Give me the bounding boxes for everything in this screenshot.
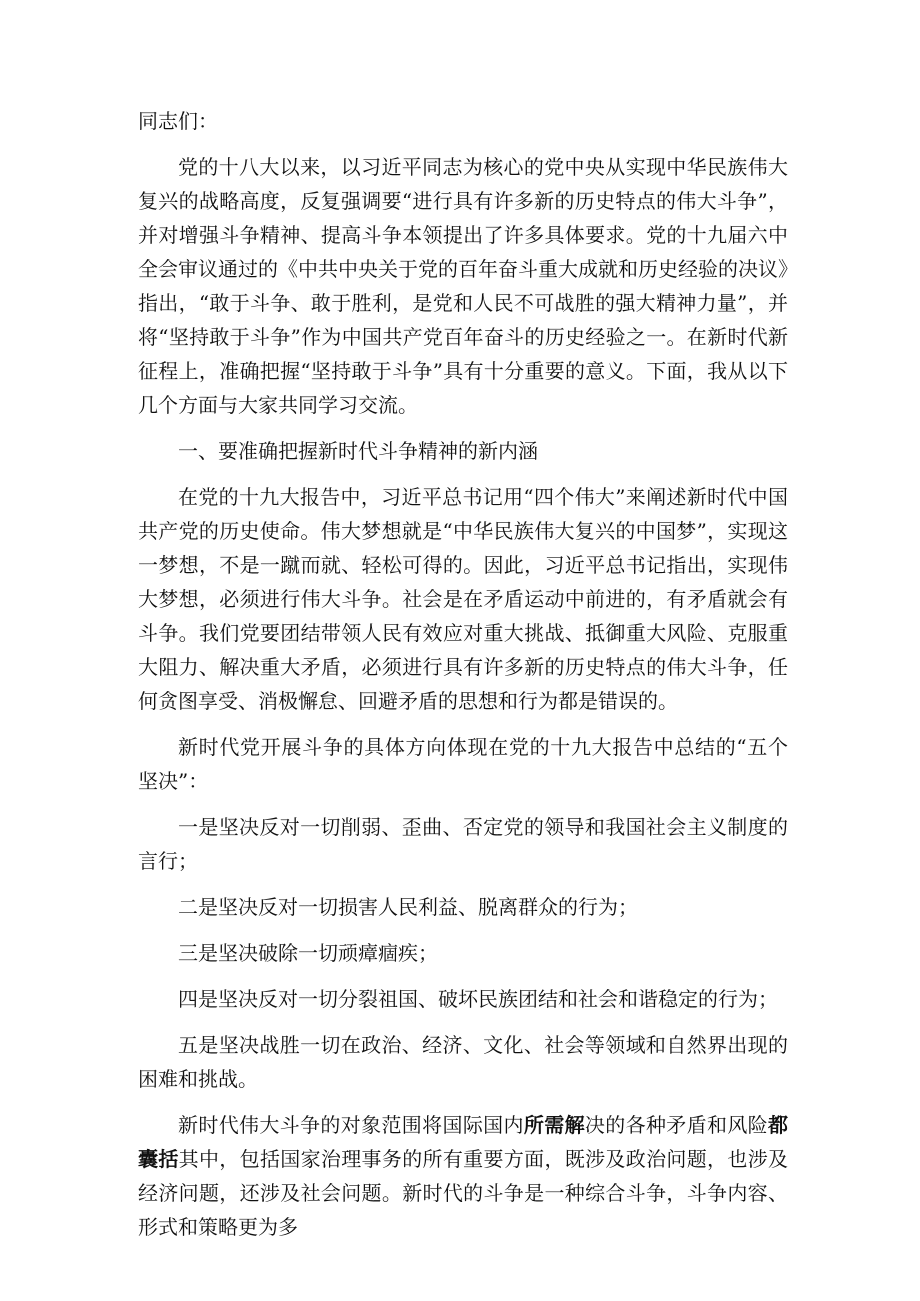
section-heading: 一、要准确把握新时代斗争精神的新内涵 <box>178 439 538 463</box>
document-page <box>138 104 788 1256</box>
list-item: 二是坚决反对一切损害人民利益、脱离群众的行为； <box>178 895 638 919</box>
list-item: 三是坚决破除一切顽瘴痼疾； <box>178 941 438 965</box>
list-item: 四是坚决反对一切分裂祖国、破坏民族团结和社会和谐稳定的行为； <box>178 987 778 1011</box>
list-item: 一是坚决反对一切削弱、歪曲、否定党的领导和我国社会主义制度的言行； <box>138 815 788 873</box>
bold-text-run: 所需解 <box>523 1113 585 1137</box>
text-run: 新时代伟大斗争的对象范围将国际国内 <box>178 1113 524 1137</box>
last-paragraph <box>138 1108 788 1244</box>
list-item: 五是坚决战胜一切在政治、经济、文化、社会等领域和自然界出现的困难和挑战。 <box>138 1033 788 1091</box>
intro-paragraph: 党的十八大以来，以习近平同志为核心的党中央从实现中华民族伟大复兴的战略高度，反复强调要“进行具有许多新的历史特点的伟大斗争”，并对增强斗争精神、提高斗争本领提出了许多具体要求。党的十九届六中全会审议通过的《中共中央关于党的百年奋斗重大成就和历史经验的决议》指出，“敢于斗争、敢于胜利，是党和人民不可战胜的强大精神力量”，并将“坚持敢于斗争”作为中国共产党百年奋斗的历史经验之一。在新时代新征程上，准确把握“坚持敢于斗争”具有十分重要的意义。下面，我从以下几个方面与大家共同学习交流。 <box>138 155 788 417</box>
text-run: 决的各种矛盾和风险 <box>584 1113 769 1137</box>
section-paragraph: 在党的十九大报告中，习近平总书记用“四个伟大”来阐述新时代中国共产党的历史使命。伟大梦想就是“中华民族伟大复兴的中国梦”，实现这一梦想，不是一蹴而就、轻松可得的。因此，习近平总书记指出，实现伟大梦想，必须进行伟大斗争。社会是在矛盾运动中前进的，有矛盾就会有斗争。我们党要团结带领人民有效应对重大挑战、抵御重大风险、克服重大阻力、解决重大矛盾，必须进行具有许多新的历史特点的伟大斗争，任何贪图享受、消极懈怠、回避矛盾的思想和行为都是错误的。 <box>138 485 788 713</box>
bold-text-run: 都囊括 <box>138 1113 789 1171</box>
salutation: 同志们： <box>138 109 218 133</box>
section-paragraph: 新时代党开展斗争的具体方向体现在党的十九大报告中总结的“五个坚决”： <box>138 735 788 793</box>
text-run: 其中，包括国家治理事务的所有重要方面，既涉及政治问题，也涉及经济问题，还涉及社会问题。新时代的斗争是一种综合斗争，斗争内容、形式和策略更为多 <box>138 1147 789 1239</box>
